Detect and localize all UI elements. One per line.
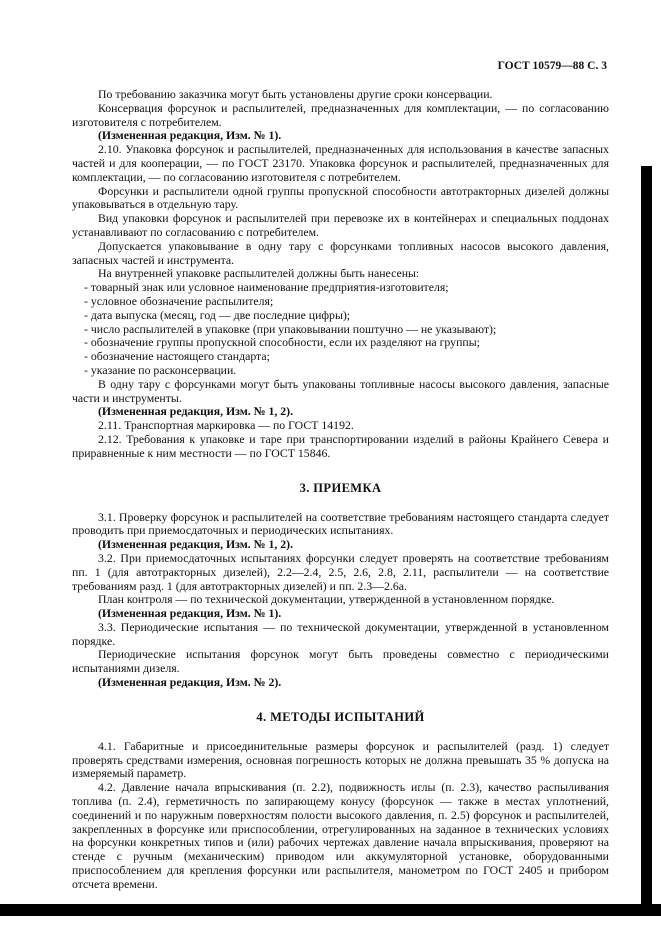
paragraph: На внутренней упаковке распылителей должны быть нанесены:: [98, 266, 420, 281]
page-header: ГОСТ 10579—88 С. 3: [497, 60, 607, 72]
paragraph: 3.1. Проверку форсунок и распылителей на соответствие требованиям настоящего стандарта следует проводить при приемосдаточных и периодических испытаниях.: [72, 509, 609, 538]
paragraph: 3.3. Периодические испытания — по технической документации, утвержденной в установленном порядке.: [72, 619, 609, 648]
scan-edge-right: [641, 166, 652, 906]
list-item: - число распылителей в упаковке (при упаковывании поштучно — не указывают);: [84, 321, 497, 336]
list-item: - товарный знак или условное наименование предприятия-изготовителя;: [84, 280, 449, 295]
amendment-note: (Измененная редакция, Изм. № 1).: [98, 128, 282, 143]
list-item: - обозначение группы пропускной способности, если их разделяют на группы;: [84, 335, 480, 350]
scan-edge-bottom: [0, 904, 661, 916]
paragraph: Консервация форсунок и распылителей, предназначенных для комплектации, — по согласованию изготовителя с потребителем.: [72, 100, 609, 129]
paragraph: План контроля — по технической документации, утвержденной в установленном порядке.: [98, 592, 555, 607]
list-item: - указание по расконсервации.: [84, 362, 237, 377]
amendment-note: (Измененная редакция, Изм. № 2).: [98, 675, 282, 690]
paragraph: 3.2. При приемосдаточных испытаниях форсунки следует проверять на соответствие требованиям пп. 1 (для автотракторных дизелей), 2.2—2.4, 2.5, 2.6, 2.8, 2.11, распылители — на соответствие требованиям разд. 1 (для автотракторных дизелей) и пп. 2.3—2.6а.: [72, 550, 609, 593]
list-item: - дата выпуска (месяц, год — две последние цифры);: [84, 307, 351, 322]
amendment-note: (Измененная редакция, Изм. № 1, 2).: [98, 404, 294, 419]
list-item: - условное обозначение распылителя;: [84, 293, 274, 308]
paragraph: 2.12. Требования к упаковке и таре при транспортировании изделий в районы Крайнего Севера и приравненные к ним местности — по ГОСТ 15846.: [72, 431, 609, 460]
paragraph: В одну тару с форсунками могут быть упакованы топливные насосы высокого давления, запасные части и инструменты.: [72, 376, 609, 405]
paragraph: Вид упаковки форсунок и распылителей при перевозке их в контейнерах и специальных поддонах устанавливают по согласованию с потребителем.: [72, 211, 609, 239]
paragraph: 4.1. Габаритные и присоединительные размеры форсунок и распылителей (разд. 1) следует проверять средствами измерения, основная погрешность которых не должна превышать 35 % допуска на измеряемый параметр.: [72, 738, 609, 781]
paragraph: Допускается упаковывание в одну тару с форсунками топливных насосов высокого давления, запасных частей и инструмента.: [72, 238, 609, 267]
paragraph: 4.2. Давление начала впрыскивания (п. 2.2), подвижность иглы (п. 2.3), качество распыливания топлива (п. 2.4), герметичность по запирающему конусу (форсунок — также в местах уплотнений, соединений и по наружным поверхностям полости высокого давления, п. 2.5) форсунок и распылителей, закрепленных в форсунке или приспособлении, отрегулированных на заданное в технических условиях на форсунки конкретных типов и (или) рабочих чертежах давление начала впрыскивания, проверяют на стенде с ручным (механическим) приводом или аккумуляторной установке, оборудованными приспособлением для крепления форсунки или распылителя, манометром по ГОСТ 2405 и прибором отсчета времени.: [72, 780, 609, 891]
document-body: [72, 88, 609, 892]
section-heading: 4. МЕТОДЫ ИСПЫТАНИЙ: [256, 709, 425, 724]
amendment-note: (Измененная редакция, Изм. № 1, 2).: [98, 537, 294, 552]
amendment-note: (Измененная редакция, Изм. № 1).: [98, 606, 282, 621]
paragraph: Форсунки и распылители одной группы пропускной способности автотракторных дизелей должны упаковываться в отдельную тару.: [72, 183, 609, 212]
section-heading: 3. ПРИЕМКА: [299, 480, 382, 495]
paragraph: 2.10. Упаковка форсунок и распылителей, предназначенных для использования в качестве запасных частей и для кооперации, — по ГОСТ 23170. Упаковка форсунок и распылителей, предназначенных для комплектации, — по согласованию изготовителя с потребителем.: [72, 142, 609, 184]
paragraph: По требованию заказчика могут быть установлены другие сроки консервации.: [98, 87, 493, 101]
list-item: - обозначение настоящего стандарта;: [84, 349, 270, 364]
paragraph: 2.11. Транспортная маркировка — по ГОСТ 14192.: [98, 418, 354, 433]
paragraph: Периодические испытания форсунок могут быть проведены совместно с периодическими испытаниями дизеля.: [72, 647, 609, 676]
